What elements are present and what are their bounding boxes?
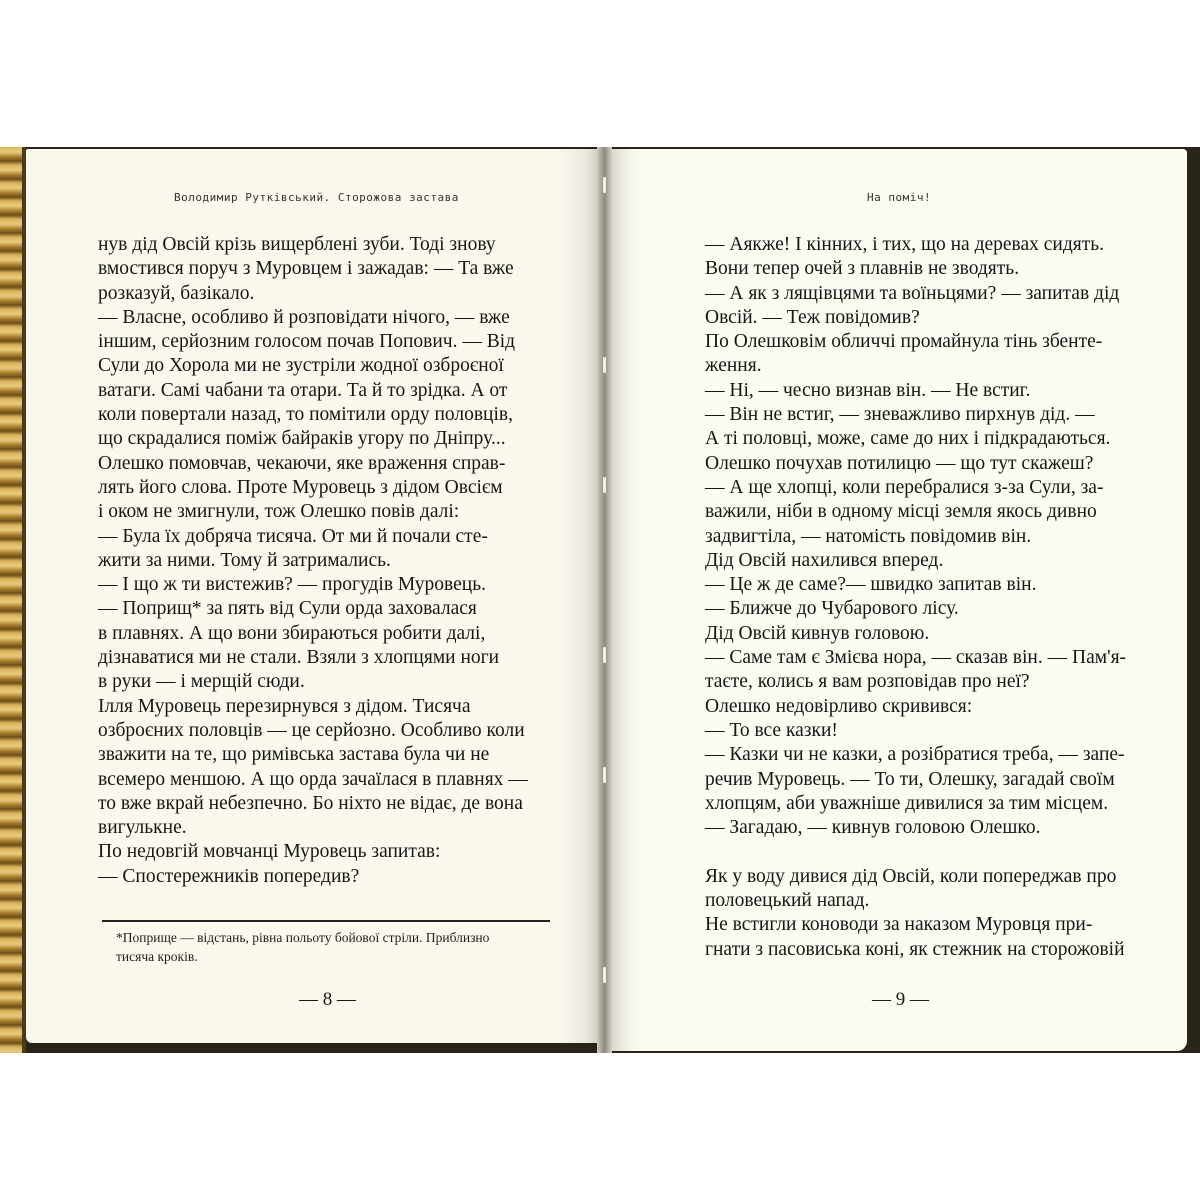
text-line: По Олешковім обличчі промайнула тінь збенте- <box>705 331 1103 353</box>
text-line: — Спостережників попередив? <box>98 865 360 887</box>
text-line: *Поприще — відстань, рівна польоту бойової стріли. Приблизно <box>116 930 490 945</box>
open-book <box>0 147 1200 1053</box>
text-line: вигулькне. <box>98 817 187 839</box>
text-line: розказуй, базікало. <box>98 282 255 304</box>
gutter-shadow <box>612 149 638 1051</box>
text-line: що скрадалися поміж байраків угору по Дніпру... <box>98 428 506 450</box>
text-line: Олешко недовірливо скривився: <box>705 695 973 717</box>
book-spine <box>597 147 612 1053</box>
text-line: зважити на те, що римівська застава була чи не <box>98 744 490 766</box>
text-line: озброєних половців — це серйозно. Особливо коли <box>98 719 525 741</box>
text-line: Олешко почухав потилицю — що тут скажеш? <box>705 452 1094 474</box>
text-line: дізнаватися ми не стали. Взяли з хлопцями ноги <box>98 647 500 669</box>
text-line: — Ближче до Чубарового лісу. <box>705 598 959 620</box>
text-line: По недовгій мовчанці Муровець запитав: <box>98 841 441 863</box>
text-line: — Поприщ* за пять від Сули орда заховалася <box>98 598 477 620</box>
binding-stitch <box>603 357 606 373</box>
text-line: ження. <box>705 355 762 377</box>
text-line: тисяча кроків. <box>116 949 198 964</box>
text-line: то вже вкрай небезпечно. Бо ніхто не відає, де вона <box>98 792 523 814</box>
text-line: жити за ними. Тому й затримались. <box>98 549 391 571</box>
right-page <box>612 149 1187 1051</box>
text-line: — А ще хлопці, коли перебралися з-за Сули, за- <box>705 476 1104 498</box>
right-running-head: На поміч! <box>867 191 932 204</box>
text-line: коли повертали назад, то помітили орду половців, <box>98 404 513 426</box>
text-line: задвигтіла, — натомість повідомив він. <box>705 525 1032 547</box>
left-page-number: — 8 — <box>299 989 356 1010</box>
text-line: Овсій. — Теж повідомив? <box>705 306 920 328</box>
text-line: — Власне, особливо й розповідати нічого, — вже <box>98 306 510 328</box>
text-line: половецький напад. <box>705 890 870 912</box>
text-line: нув дід Овсій крізь вищерблені зуби. Тоді знову <box>98 234 496 255</box>
text-line: — Він не встиг, — зневажливо пирхнув дід. — <box>705 404 1095 426</box>
text-line: важили, ніби в одному місці земля якось дивно <box>705 501 1097 523</box>
gutter-shadow <box>557 149 597 1043</box>
left-page <box>26 149 597 1043</box>
text-line: ватаги. Самі чабани та отари. Та й то зрідка. А от <box>98 379 508 401</box>
text-line: — Була їх добряча тисяча. От ми й почали сте- <box>98 525 488 547</box>
cover-ornament-border <box>0 147 22 1053</box>
text-line: — Це ж де саме?— швидко запитав він. <box>705 574 1037 596</box>
text-line: в плавнях. А що вони збираються робити далі, <box>98 622 486 644</box>
text-line: — Ні, — чесно визнав він. — Не встиг. <box>705 379 1031 401</box>
binding-stitch <box>603 967 606 983</box>
text-line: Дід Овсій кивнув головою. <box>705 622 930 644</box>
text-line: Як у воду дивися дід Овсій, коли попереджав про <box>705 865 1117 887</box>
footnote-rule <box>102 920 550 922</box>
text-line: Дід Овсій нахилився вперед. <box>705 549 944 571</box>
text-line: Сули до Хорола ми не зустріли жодної озброєної <box>98 355 504 377</box>
binding-stitch <box>603 647 606 663</box>
text-line: Не встигли коноводи за наказом Муровця при- <box>705 914 1093 936</box>
text-line: — Аякже! І кінних, і тих, що на деревах сидять. <box>705 234 1105 255</box>
binding-stitch <box>603 767 606 783</box>
text-line: Ілля Муровець перезирнувся з дідом. Тисяча <box>98 695 471 717</box>
text-line: — А як з лящівцями та воїньцями? — запитав дід <box>705 282 1120 304</box>
text-line: А ті половці, може, саме до них і підкрадаються. <box>705 428 1111 450</box>
right-page-text <box>705 233 1140 962</box>
text-line: хлопцям, аби уважніше дивилися за тим місцем. <box>705 792 1109 814</box>
text-line: Вони тепер очей з плавнів не зводять. <box>705 258 1020 280</box>
text-line: лять його слова. Проте Муровець з дідом Овсієм <box>98 476 503 498</box>
text-line: в руки — і мерщій сюди. <box>98 671 305 693</box>
text-line: іншим, серйозним голосом почав Попович. — Від <box>98 331 516 353</box>
text-line: — Казки чи не казки, а розібратися треба, — запе- <box>705 744 1125 766</box>
text-line: — Загадаю, — кивнув головою Олешко. <box>705 817 1041 839</box>
text-line: таєте, колись я вам розповідав про неї? <box>705 671 1030 693</box>
text-line: гнати з пасовиська коні, як стежник на сторожовій <box>705 938 1125 960</box>
text-line: — Саме там є Змієва нора, — сказав він. — Пам'я- <box>705 647 1127 669</box>
binding-stitch <box>603 177 606 193</box>
footnote <box>116 928 556 966</box>
text-line: всемеро меншою. А що орда зачаїлася в плавнях — <box>98 768 528 790</box>
text-line: Олешко помовчав, чекаючи, яке враження справ- <box>98 452 506 474</box>
text-line: — То все казки! <box>705 719 838 741</box>
left-page-text <box>98 233 548 889</box>
text-line: і оком не змигнули, тож Олешко повів далі: <box>98 501 460 523</box>
binding-stitch <box>603 477 606 493</box>
text-line: речив Муровець. — То ти, Олешку, загадай своїм <box>705 768 1115 790</box>
paragraph-gap <box>705 840 1140 864</box>
right-page-number: — 9 — <box>872 989 929 1010</box>
left-running-head: Володимир Рутківський. Сторожова застава <box>174 191 459 204</box>
text-line: — І що ж ти вистежив? — прогудів Муровець. <box>98 574 486 596</box>
text-line: вмостився поруч з Муровцем і зажадав: — Та вже <box>98 258 514 280</box>
